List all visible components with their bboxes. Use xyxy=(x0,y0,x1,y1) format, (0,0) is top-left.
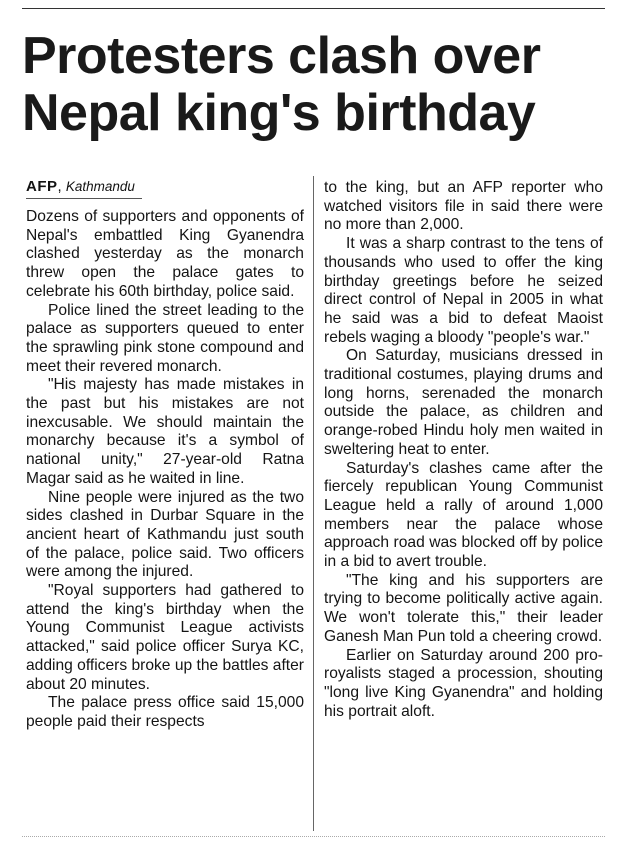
top-rule xyxy=(22,8,605,9)
headline-line-2: Nepal king's birthday xyxy=(22,84,536,142)
byline-agency: AFP xyxy=(26,178,58,195)
paragraph-5: "Royal supporters had gathered to attend the king's birthday when the Young Communist League activists attacked," said police officer Surya KC, adding officers broke up the battles after about 20 minutes. xyxy=(26,582,304,693)
headline xyxy=(22,28,612,142)
column-divider xyxy=(313,176,314,831)
byline-separator: , xyxy=(57,178,62,195)
paragraph-6: The palace press office said 15,000 people paid their respects xyxy=(26,694,304,730)
paragraph-4: Nine people were injured as the two sides clashed in Durbar Square in the ancient heart of Kathmandu just south of the palace, police said. Two officers were among the injured. xyxy=(26,488,304,581)
paragraph-1: Dozens of supporters and opponents of Nepal's embattled King Gyanendra clashed yesterday as the monarch threw open the palace gates to celebrate his 60th birthday, police said. xyxy=(26,208,304,300)
column-left xyxy=(26,178,304,732)
paragraph-9: Saturday's clashes came after the fiercely republican Young Communist League held a rally of around 1,000 members near the palace whose approach road was blocked off by police in a bid to avert trouble. xyxy=(324,459,603,571)
headline-line-1: Protesters clash over xyxy=(22,27,541,85)
byline-location: Kathmandu xyxy=(65,179,135,194)
paragraph-11: Earlier on Saturday around 200 pro-royalists staged a procession, shouting "long live King Gyanendra" and holding his portrait aloft. xyxy=(324,646,603,720)
paragraph-2: Police lined the street leading to the palace as supporters queued to enter the sprawling pink stone compound and meet their revered monarch. xyxy=(26,301,304,375)
paragraph-6-continued: to the king, but an AFP reporter who watched visitors file in said there were no more than 2,000. xyxy=(324,179,603,234)
column-right xyxy=(324,179,603,721)
paragraph-8: On Saturday, musicians dressed in traditional costumes, playing drums and long horns, serenaded the monarch outside the palace, as children and orange-robed Hindu holy men waited in sweltering heat to enter. xyxy=(324,347,603,458)
byline xyxy=(26,178,304,196)
bottom-rule xyxy=(22,836,605,837)
paragraph-7: It was a sharp contrast to the tens of thousands who used to offer the king birthday greetings before he seized direct control of Nepal in 2005 in what he said was a bid to defeat Maoist rebels waging a bloody "people's war." xyxy=(324,235,603,346)
paragraph-10: "The king and his supporters are trying to become politically active again. We won't tolerate this," their leader Ganesh Man Pun told a cheering crowd. xyxy=(324,571,603,645)
paragraph-3: "His majesty has made mistakes in the past but his mistakes are not inexcusable. We should maintain the monarchy because it's a symbol of national unity," 27-year-old Ratna Magar said as he waited in line. xyxy=(26,376,304,487)
